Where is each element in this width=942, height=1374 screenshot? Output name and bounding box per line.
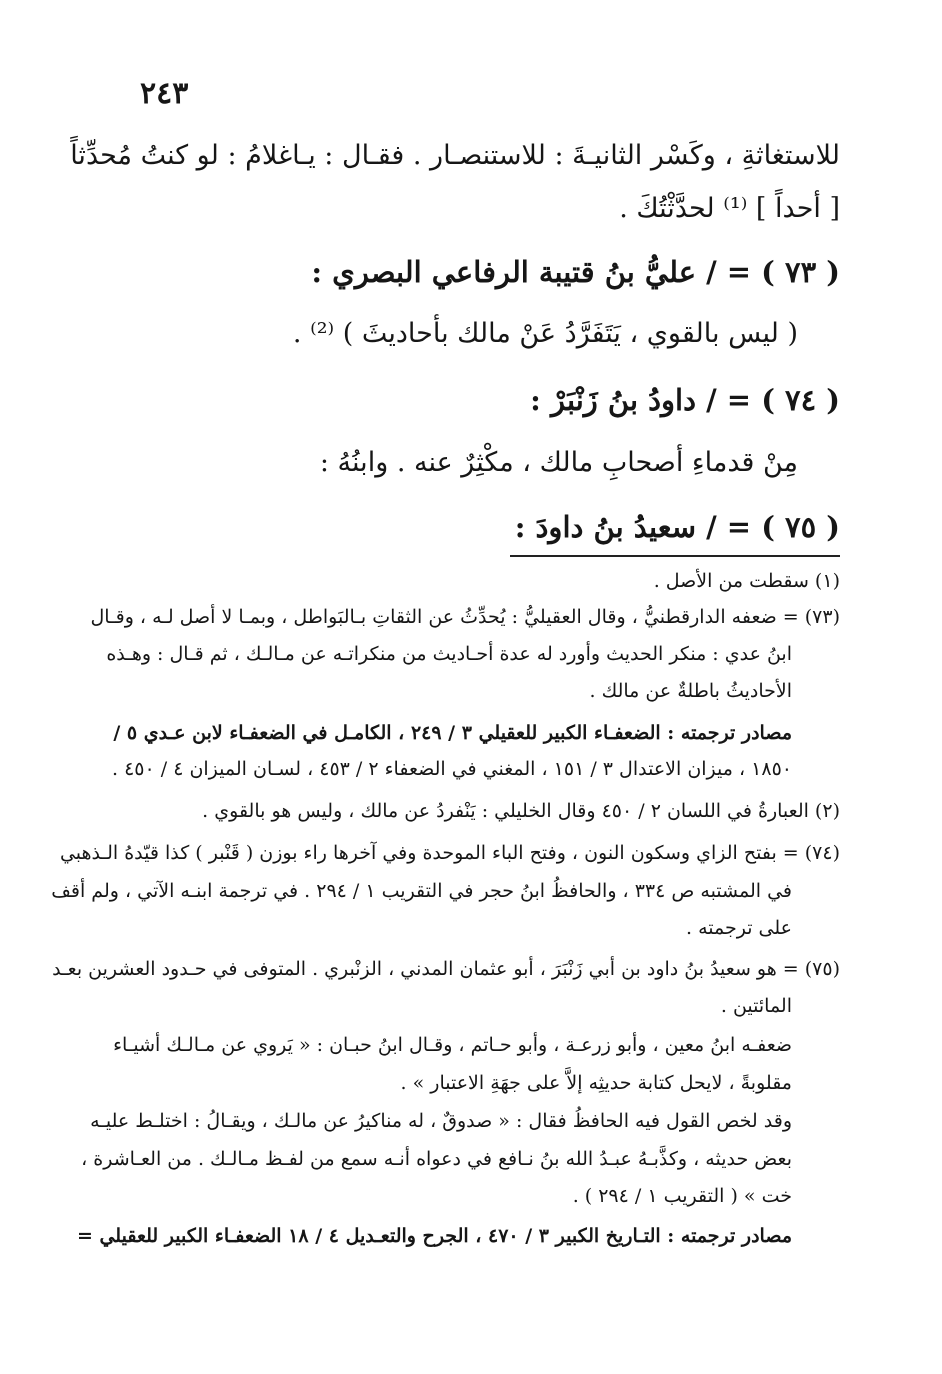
main-line-2: [ أحداً ] ⁽¹⁾ لحدَّثْتُكَ . (619, 193, 840, 224)
entry-73-heading: ( ٧٣ ) = / عليُّ بنُ قتيبة الرفاعي البصري : (311, 255, 840, 289)
footnote-separator (510, 555, 840, 557)
footnote-line: خت » ( التقريب ١ / ٢٩٤ ) . (572, 1185, 792, 1207)
footnote-line: بعض حديثه ، وكذَّبـهُ عبـدُ الله بنُ نـافع في دعواه أنـه سمع من لفـظ مـالـك . من العـاشرة ، (81, 1148, 792, 1170)
footnote-line: ١٨٥٠ ، ميزان الاعتدال ٣ / ١٥١ ، المغني في الضعفاء ٢ / ٤٥٣ ، لسـان الميزان ٤ / ٤٥٠ . (111, 758, 792, 780)
footnote-line: على ترجمته . (685, 917, 792, 939)
footnote-line: الأحاديثُ باطلةٌ عن مالك . (589, 680, 792, 702)
footnote-line: (٧٣) = ضعفه الدارقطنيُّ ، وقال العقيليُّ : يُحدِّثُ عن الثقاتِ بـالبَواطل ، وبمـا لا أصل لـه ، وقـال (90, 606, 840, 628)
footnote-line: مقلوبةً ، لايحل كتابة حديثِه إلاَّ على جهَةِ الاعتبار » . (400, 1072, 792, 1094)
footnote-sources: مصادر ترجمته : الضعفـاء الكبير للعقيلي ٣ / ٢٤٩ ، الكامـل في الضعفـاء لابن عـدي ٥ / (113, 722, 792, 744)
entry-74-text: مِنْ قدماءِ أصحابِ مالك ، مكْثِرٌ عنه . وابنُهُ : (319, 447, 798, 478)
footnote-line: في المشتبه ص ٣٣٤ ، والحافظُ ابنُ حجر في التقريب ١ / ٢٩٤ . في ترجمة ابنـه الآتي ، ولم أقف (51, 880, 792, 902)
footnote-line: المائتين . (720, 995, 792, 1017)
entry-74-heading: ( ٧٤ ) = / داودُ بنُ زَنْبَرْ : (530, 383, 840, 417)
entry-73-text: ( ليس بالقوي ، يَتَفَرَّدُ عَنْ مالك بأحاديثَ ) ⁽²⁾ . (292, 318, 798, 349)
footnote-line: ضعفـه ابنُ معين ، وأبو زرعـة ، وأبو حـاتم ، وقـال ابنُ حبـان : « يَروي عن مـالـك أشيـاء (113, 1034, 792, 1056)
footnote-line: (٧٤) = بفتح الزاي وسكون النون ، وفتح الباء الموحدة وفي آخرها راء بوزن ( قَنْبر ) كذا قيّدهُ الـذهبي (59, 842, 840, 864)
main-line-1: للاستغاثةِ ، وكَسْر الثانيـةَ : للاستنصـار . فقـال : يـاغلامُ : لو كنتُ مُحدِّثاً (70, 140, 840, 171)
footnote-line: (٢) العبارةُ في اللسان ٢ / ٤٥٠ وقال الخليلي : يَنْفردُ عن مالك ، وليس هو بالقوي . (202, 800, 840, 822)
footnote-line: (١) سقطت من الأصل . (653, 570, 840, 592)
footnote-line: وقد لخص القول فيه الحافظُ فقال : « صدوقٌ ، له مناكيرُ عن مالـك ، ويقـالُ : اختلـط عليـه (90, 1110, 792, 1132)
footnote-line: ابنُ عدي : منكر الحديث وأورد له عدة أحـاديث من منكراتـه عن مـالـك ، ثم قـال : وهـذه (106, 643, 792, 665)
entry-75-heading: ( ٧٥ ) = / سعيدُ بنُ داودَ : (514, 510, 840, 544)
footnote-line: (٧٥) = هو سعيدُ بنُ داود بن أبي زَنْبَرَ ، أبو عثمان المدني ، الزنْبري . المتوفى في حـدود العشرين بعـد (52, 958, 840, 980)
page-number: ٢٤٣ (140, 76, 189, 111)
footnote-sources: مصادر ترجمته : التـاريخ الكبير ٣ / ٤٧٠ ، الجرح والتعـديل ٤ / ١٨ الضعفـاء الكبير للعقيلي = (76, 1225, 792, 1247)
